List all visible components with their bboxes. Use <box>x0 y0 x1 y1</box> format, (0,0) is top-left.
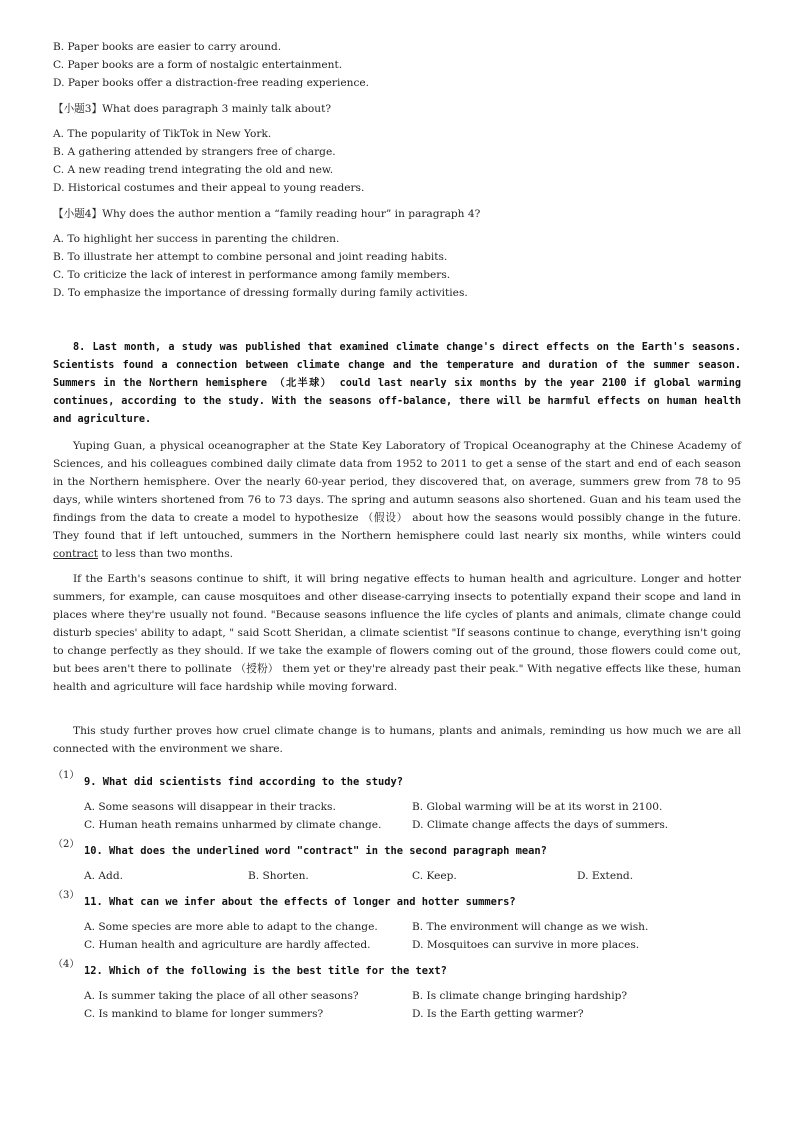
passage-paragraph-2 <box>53 437 741 563</box>
passage-paragraph-4: This study further proves how cruel climate change is to humans, plants and animals, reminding us how much we are all connected with the environment we share. <box>53 725 741 755</box>
question-4-option-c: C. To criticize the lack of interest in performance among family members. <box>53 269 451 281</box>
question-2-stem: 10. What does the underlined word "contract" in the second paragraph mean? <box>84 845 547 857</box>
question-4b-option-d: D. Is the Earth getting warmer? <box>412 1008 584 1020</box>
question-4b-number: （4） <box>53 959 80 970</box>
question-3b-option-a: A. Some species are more able to adapt to the change. <box>84 921 378 933</box>
question-3b-option-b: B. The environment will change as we wish. <box>412 921 649 933</box>
question-4-option-b: B. To illustrate her attempt to combine personal and joint reading habits. <box>53 251 448 263</box>
paragraph-2-end: to less than two months. <box>97 548 234 560</box>
question-3-option-c: C. A new reading trend integrating the old and new. <box>53 164 334 176</box>
question-2-option-c: C. Keep. <box>412 870 457 882</box>
question-2-number: （2） <box>53 839 80 850</box>
question-1-option-c: C. Human heath remains unharmed by climate change. <box>84 819 382 831</box>
question-1-stem: 9. What did scientists find according to the study? <box>84 776 404 788</box>
passage-intro: 8. Last month, a study was published that examined climate change's direct effects on the Earth's seasons. Scientists found a connection between climate change and the temperature and duration of the summer season. Summers in the Northern hemisphere （北半球） could last nearly six months by the year 2100 if global warming continues, according to the study. With the seasons off-balance, there will be harmful effects on human health and agriculture. <box>53 342 741 425</box>
question-3b-stem: 11. What can we infer about the effects of longer and hotter summers? <box>84 896 516 908</box>
question-3b-number: （3） <box>53 890 80 901</box>
question-1-number: （1） <box>53 770 80 781</box>
question-3b-option-d: D. Mosquitoes can survive in more places. <box>412 939 640 951</box>
question-1-option-b: B. Global warming will be at its worst in 2100. <box>412 801 663 813</box>
option-prev-b: B. Paper books are easier to carry around. <box>53 41 282 53</box>
underlined-word: contract <box>53 548 98 560</box>
question-2-option-d: D. Extend. <box>577 870 634 882</box>
question-1-option-a: A. Some seasons will disappear in their tracks. <box>84 801 336 813</box>
question-3-option-b: B. A gathering attended by strangers free of charge. <box>53 146 336 158</box>
option-prev-d: D. Paper books offer a distraction-free reading experience. <box>53 77 370 89</box>
paragraph-2-text: Yuping Guan, a physical oceanographer at the State Key Laboratory of Tropical Oceanography at the Chinese Academy of Sciences, and his colleagues combined daily climate data from 1952 to 2011 to get a sense of the start and end of each season in the Northern hemisphere. Over the nearly 60-year period, they discovered that, on average, summers grew from 78 to 95 days, while winters shortened from 76 to 73 days. The spring and autumn seasons also shortened. Guan and his team used the findings from the data to create a model to hypothesize （假设） about how the seasons would possibly change in the future. They found that if left untouched, summers in the Northern hemisphere could last nearly six months, while winters could <box>53 440 741 542</box>
question-1-option-d: D. Climate change affects the days of summers. <box>412 819 669 831</box>
question-3-option-a: A. The popularity of TikTok in New York. <box>53 128 272 140</box>
question-4b-option-a: A. Is summer taking the place of all other seasons? <box>84 990 359 1002</box>
question-2-option-a: A. Add. <box>84 870 123 882</box>
question-4-stem: 【小题4】Why does the author mention a “family reading hour” in paragraph 4? <box>53 208 481 220</box>
question-3b-option-c: C. Human health and agriculture are hardly affected. <box>84 939 371 951</box>
question-4b-stem: 12. Which of the following is the best title for the text? <box>84 965 447 977</box>
question-4-option-a: A. To highlight her success in parenting the children. <box>53 233 340 245</box>
question-2-option-b: B. Shorten. <box>248 870 309 882</box>
question-3-stem: 【小题3】What does paragraph 3 mainly talk about? <box>53 103 332 115</box>
option-prev-c: C. Paper books are a form of nostalgic entertainment. <box>53 59 343 71</box>
question-4-option-d: D. To emphasize the importance of dressing formally during family activities. <box>53 287 468 299</box>
question-4b-option-b: B. Is climate change bringing hardship? <box>412 990 628 1002</box>
question-4b-option-c: C. Is mankind to blame for longer summers? <box>84 1008 324 1020</box>
passage-paragraph-3: If the Earth's seasons continue to shift, it will bring negative effects to human health and agriculture. Longer and hotter summers, for example, can cause mosquitoes and other disease-carrying insects to potentially expand their scope and land in places where they're usually not found. "Because seasons influence the life cycles of plants and animals, climate change could disturb species' ability to adapt, " said Scott Sheridan, a climate scientist "If seasons continue to change, everything isn't going to change perfectly as they should. If we take the example of flowers coming out of the ground, those flowers could come out, but bees aren't there to pollinate （授粉） them yet or they're already past their peak." With negative effects like these, human health and agriculture will face hardship while moving forward. <box>53 573 741 693</box>
question-3-option-d: D. Historical costumes and their appeal to young readers. <box>53 182 365 194</box>
